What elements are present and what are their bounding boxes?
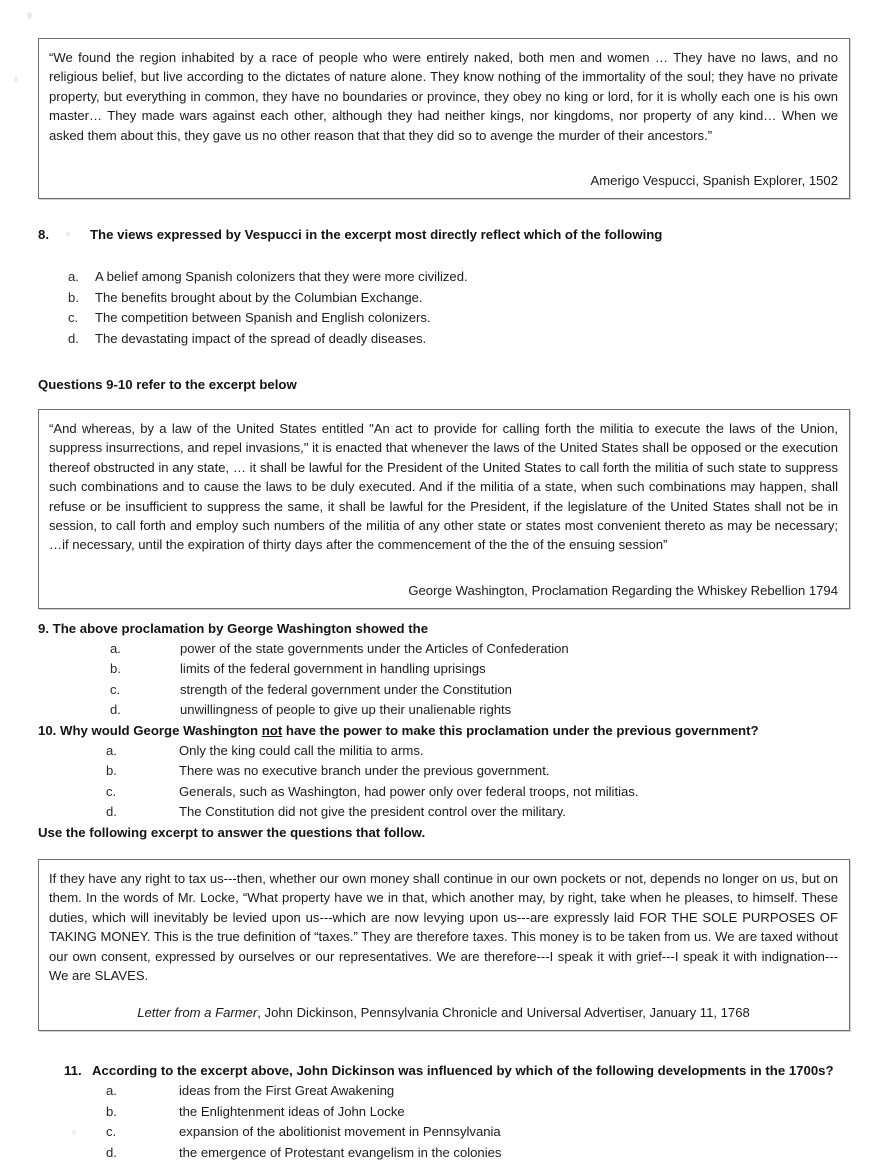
option-letter: d. <box>106 1144 117 1160</box>
excerpt-text-vespucci: “We found the region inhabited by a race of people who were entirely naked, both men and women … They have no laws, and no religious belief, but live according to the dictates of nature alone. They know nothing of the immortality of the soul; they have no private property, but everything in common, they have no boundaries or province, they obey no king or lord, for it is wholly each one is his own master… They made wars against each other, although they had neither kings, nor kingdoms, nor property of any kind… When we asked them about this, they gave us no other reason that that they did so to avenge the murder of their ancestors.” <box>49 50 838 143</box>
option-letter: b. <box>110 661 121 677</box>
option-item[interactable] <box>38 288 850 309</box>
option-text: the Enlightenment ideas of John Locke <box>179 1103 405 1119</box>
question-8 <box>38 225 850 245</box>
option-letter: c. <box>68 310 79 326</box>
option-item[interactable] <box>38 802 850 823</box>
option-item[interactable] <box>38 680 850 701</box>
option-item[interactable] <box>38 308 850 329</box>
question-9-options <box>38 639 850 721</box>
citation-rest: , John Dickinson, Pennsylvania Chronicle and Universal Advertiser, January 11, 1768 <box>257 1005 750 1021</box>
question-11 <box>38 1061 850 1081</box>
option-letter: d. <box>68 330 79 346</box>
question-10-stem <box>38 721 850 741</box>
option-item[interactable] <box>38 761 850 782</box>
heading-questions-9-10: Questions 9-10 refer to the excerpt below <box>38 377 297 393</box>
excerpt-box-dickinson <box>38 859 850 1031</box>
question-8-number: 8. <box>38 227 49 243</box>
question-10-stem-part1: 10. Why would George Washington <box>38 722 262 738</box>
excerpt-citation-washington: George Washington, Proclamation Regarding the Whiskey Rebellion 1794 <box>408 582 838 598</box>
option-text: expansion of the abolitionist movement in Pennsylvania <box>179 1124 501 1140</box>
option-letter: a. <box>68 269 79 285</box>
scan-speck <box>27 12 32 19</box>
question-10-stem-underlined: not <box>261 722 283 738</box>
document-content <box>38 0 850 1163</box>
option-item[interactable] <box>38 659 850 680</box>
option-item[interactable] <box>38 1081 850 1102</box>
option-letter: c. <box>106 1124 117 1140</box>
question-11-number: 11. <box>64 1063 82 1079</box>
question-8-options <box>38 267 850 349</box>
citation-title: Letter from a Farmer <box>137 1005 258 1021</box>
option-text: power of the state governments under the Articles of Confederation <box>180 640 569 656</box>
option-item[interactable] <box>38 329 850 350</box>
option-text: The devastating impact of the spread of deadly diseases. <box>95 330 427 346</box>
option-letter: c. <box>110 681 121 697</box>
option-text: ideas from the First Great Awakening <box>179 1083 395 1099</box>
option-item[interactable] <box>38 639 850 660</box>
option-letter: a. <box>110 640 121 656</box>
option-text: Only the king could call the militia to arms. <box>179 742 424 758</box>
excerpt-citation-vespucci: Amerigo Vespucci, Spanish Explorer, 1502 <box>590 173 838 189</box>
option-letter: b. <box>106 763 117 779</box>
option-item[interactable] <box>38 1122 850 1143</box>
option-letter: a. <box>106 742 117 758</box>
excerpt-text-dickinson: If they have any right to tax us---then, whether our own money shall continue in our own pockets or not, depends no longer on us, but on them. In the words of Mr. Locke, “What property have we in that, which another may, by right, take when he pleases, to himself. These duties, which will inevitably be levied upon us---which are now levying upon us---are expressly laid FOR THE SOLE PURPOSES OF TAKING MONEY. This is the true definition of “taxes.” They are therefore taxes. This money is to be taken from us. We are taxed without our own consent, expressed by ourselves or our representatives. We are therefore---I speak it with grief---I speak it with indignation---We are SLAVES. <box>49 870 839 983</box>
question-9-stem: 9. The above proclamation by George Washington showed the <box>38 620 429 636</box>
option-text: Generals, such as Washington, had power only over federal troops, not militias. <box>179 783 639 799</box>
excerpt-box-vespucci <box>38 38 850 199</box>
option-item[interactable] <box>38 700 850 721</box>
excerpt-citation-dickinson <box>49 1003 838 1022</box>
option-text: limits of the federal government in handling uprisings <box>180 661 486 677</box>
option-text: The Constitution did not give the president control over the military. <box>179 804 566 820</box>
question-10-options <box>38 741 850 823</box>
option-text: unwillingness of people to give up their unalienable rights <box>180 702 512 718</box>
option-text: The benefits brought about by the Columbian Exchange. <box>95 289 423 305</box>
question-11-options <box>38 1081 850 1163</box>
option-letter: b. <box>68 289 79 305</box>
option-item[interactable] <box>38 267 850 288</box>
question-11-stem: According to the excerpt above, John Dickinson was influenced by which of the following developments in the 1700s? <box>92 1063 834 1079</box>
option-item[interactable] <box>38 1102 850 1123</box>
option-text: the emergence of Protestant evangelism in the colonies <box>179 1144 502 1160</box>
scan-speck <box>14 77 18 82</box>
heading-use-following-excerpt: Use the following excerpt to answer the questions that follow. <box>38 824 426 840</box>
option-letter: b. <box>106 1103 117 1119</box>
option-letter: c. <box>106 783 117 799</box>
option-item[interactable] <box>38 741 850 762</box>
question-8-stem: The views expressed by Vespucci in the excerpt most directly reflect which of the following <box>90 227 663 243</box>
option-text: The competition between Spanish and English colonizers. <box>95 310 431 326</box>
option-item[interactable] <box>38 782 850 803</box>
option-text: A belief among Spanish colonizers that they were more civilized. <box>95 269 468 285</box>
option-letter: a. <box>106 1083 117 1099</box>
option-letter: d. <box>110 702 121 718</box>
option-text: There was no executive branch under the previous government. <box>179 763 550 779</box>
excerpt-box-washington <box>38 409 850 609</box>
option-letter: d. <box>106 804 117 820</box>
excerpt-text-washington: “And whereas, by a law of the United States entitled "An act to provide for calling forth the militia to execute the laws of the Union, suppress insurrections, and repel invasions," it is enacted that whenever the laws of the United States shall be opposed or the execution thereof obstructed in any state, … it shall be lawful for the President of the United States to call forth the militia of such state to suppress such combinations and to cause the laws to be duly executed. And if the militia of a state, when such combinations may happen, shall refuse or be insufficient to suppress the same, it shall be lawful for the President, if the legislature of the United States shall not be in session, to call forth and employ such numbers of the militia of any other state or states most convenient thereto as may be necessary; …if necessary, until the expiration of thirty days after the commencement of the the of the ensuing session” <box>49 421 838 553</box>
option-text: strength of the federal government under the Constitution <box>180 681 512 697</box>
question-10-stem-part2: have the power to make this proclamation under the previous government? <box>282 722 759 738</box>
